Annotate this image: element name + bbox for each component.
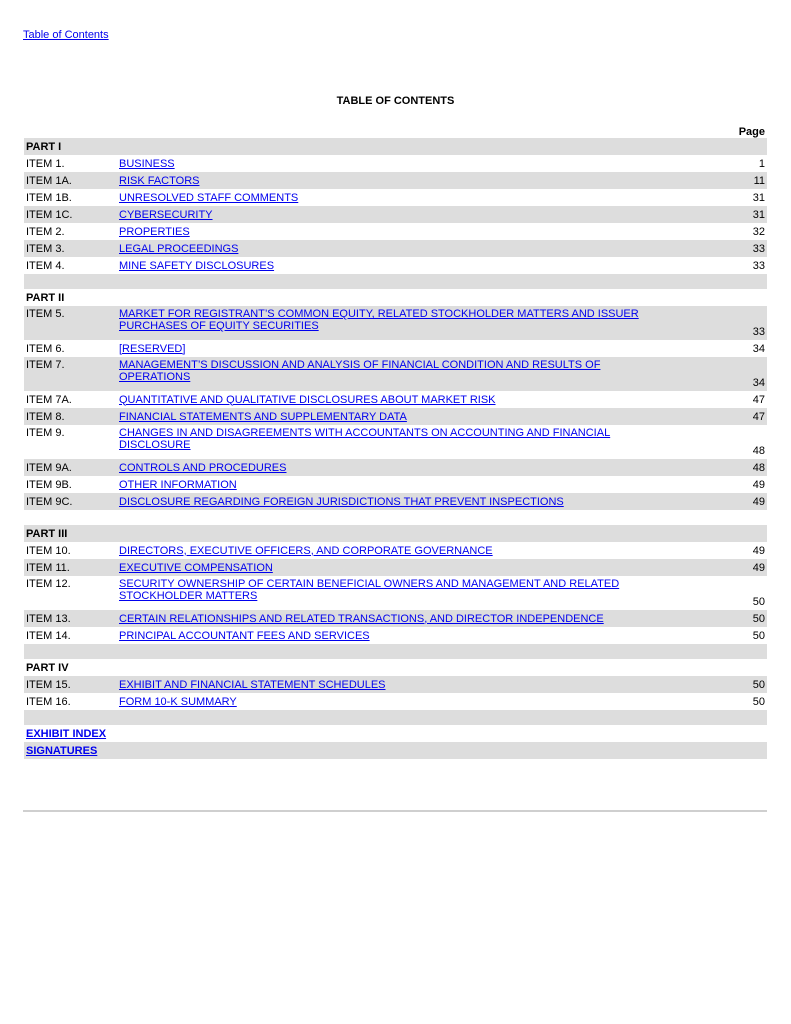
item-number: ITEM 1A. [24,172,117,189]
item-number: ITEM 4. [26,259,65,272]
page-number: 48 [727,459,767,476]
part-heading: PART IV [26,661,69,674]
page-column-heading: Page [738,126,765,138]
toc-item-link[interactable]: MANAGEMENT’S DISCUSSION AND ANALYSIS OF FINANCIAL CONDITION AND RESULTS OF OPERATIONS [119,359,601,383]
toc-item-link[interactable]: CHANGES IN AND DISAGREEMENTS WITH ACCOUNTANTS ON ACCOUNTING AND FINANCIAL DISCLOSURE [119,427,611,451]
part-heading: PART III [24,525,767,542]
page-number: 33 [752,259,765,272]
item-number: ITEM 8. [24,408,117,425]
page-number: 31 [727,206,767,223]
toc-item-link[interactable]: QUANTITATIVE AND QUALITATIVE DISCLOSURES ABOUT MARKET RISK [119,393,496,406]
page-number: 49 [752,478,765,491]
toc-item-link[interactable]: LEGAL PROCEEDINGS [119,242,239,255]
toc-table [24,122,767,759]
page-number: 34 [727,357,767,391]
toc-item-link[interactable]: DIRECTORS, EXECUTIVE OFFICERS, AND CORPORATE GOVERNANCE [119,544,493,557]
part-heading: PART I [24,138,767,155]
toc-item-link[interactable]: FORM 10-K SUMMARY [119,695,237,708]
item-number: ITEM 1C. [24,206,117,223]
item-number: ITEM 2. [26,225,65,238]
toc-item-link[interactable]: RISK FACTORS [119,174,200,187]
item-number: ITEM 9B. [26,478,72,491]
item-number: ITEM 7A. [26,393,72,406]
part-heading: PART II [26,291,65,304]
page-number: 50 [752,629,765,642]
section-spacer [24,510,767,525]
toc-item-link[interactable]: [RESERVED] [119,342,186,355]
section-spacer [24,710,767,725]
page-number: 50 [727,676,767,693]
item-number: ITEM 9A. [24,459,117,476]
toc-item-link[interactable]: UNRESOLVED STAFF COMMENTS [119,191,299,204]
page-number: 1 [758,157,765,170]
page-number: 49 [727,493,767,510]
page-number: 34 [752,342,765,355]
item-number: ITEM 3. [24,240,117,257]
toc-item-link[interactable]: CERTAIN RELATIONSHIPS AND RELATED TRANSACTIONS, AND DIRECTOR INDEPENDENCE [119,612,604,625]
page-number: 32 [752,225,765,238]
toc-item-link[interactable]: FINANCIAL STATEMENTS AND SUPPLEMENTARY DATA [119,410,407,423]
exhibit-index-link[interactable]: EXHIBIT INDEX [26,727,107,740]
toc-item-link[interactable]: PRINCIPAL ACCOUNTANT FEES AND SERVICES [119,629,370,642]
item-number: ITEM 9C. [24,493,117,510]
section-spacer [24,274,767,289]
item-number: ITEM 5. [24,306,117,340]
item-number: ITEM 9. [26,427,65,439]
toc-item-link[interactable]: DISCLOSURE REGARDING FOREIGN JURISDICTIONS THAT PREVENT INSPECTIONS [119,495,564,508]
page-divider [23,810,767,812]
page-number: 11 [727,172,767,189]
item-number: ITEM 12. [26,578,71,590]
page-number: 50 [752,596,765,608]
toc-item-link[interactable]: OTHER INFORMATION [119,478,237,491]
page-number: 31 [752,191,765,204]
signatures-link[interactable]: SIGNATURES [26,744,98,757]
page-number: 33 [727,240,767,257]
table-of-contents-link[interactable]: Table of Contents [23,29,109,41]
page-number: 50 [752,695,765,708]
item-number: ITEM 10. [26,544,71,557]
section-spacer [24,644,767,659]
toc-item-link[interactable]: CONTROLS AND PROCEDURES [119,461,287,474]
item-number: ITEM 14. [26,629,71,642]
toc-item-link[interactable]: MINE SAFETY DISCLOSURES [119,259,275,272]
toc-item-link[interactable]: BUSINESS [119,157,175,170]
page-number: 47 [727,408,767,425]
page-number: 47 [752,393,765,406]
toc-item-link[interactable]: PROPERTIES [119,225,190,238]
toc-item-link[interactable]: EXECUTIVE COMPENSATION [119,561,273,574]
item-number: ITEM 7. [24,357,117,391]
page-title: TABLE OF CONTENTS [336,95,455,107]
page-number: 49 [727,559,767,576]
item-number: ITEM 1B. [26,191,72,204]
toc-item-link[interactable]: EXHIBIT AND FINANCIAL STATEMENT SCHEDULES [119,678,386,691]
page-number: 48 [752,445,765,457]
page-number: 33 [727,306,767,340]
page-number: 49 [752,544,765,557]
item-number: ITEM 15. [24,676,117,693]
item-number: ITEM 1. [26,157,65,170]
toc-item-link[interactable]: MARKET FOR REGISTRANT’S COMMON EQUITY, RELATED STOCKHOLDER MATTERS AND ISSUER PURCHASES OF EQUITY SECURITIES [119,308,639,332]
item-number: ITEM 6. [26,342,65,355]
item-number: ITEM 16. [26,695,71,708]
page-number: 50 [727,610,767,627]
toc-item-link[interactable]: CYBERSECURITY [119,208,213,221]
toc-item-link[interactable]: SECURITY OWNERSHIP OF CERTAIN BENEFICIAL OWNERS AND MANAGEMENT AND RELATED STOCKHOLDER MATTERS [119,578,620,602]
item-number: ITEM 11. [24,559,117,576]
item-number: ITEM 13. [24,610,117,627]
